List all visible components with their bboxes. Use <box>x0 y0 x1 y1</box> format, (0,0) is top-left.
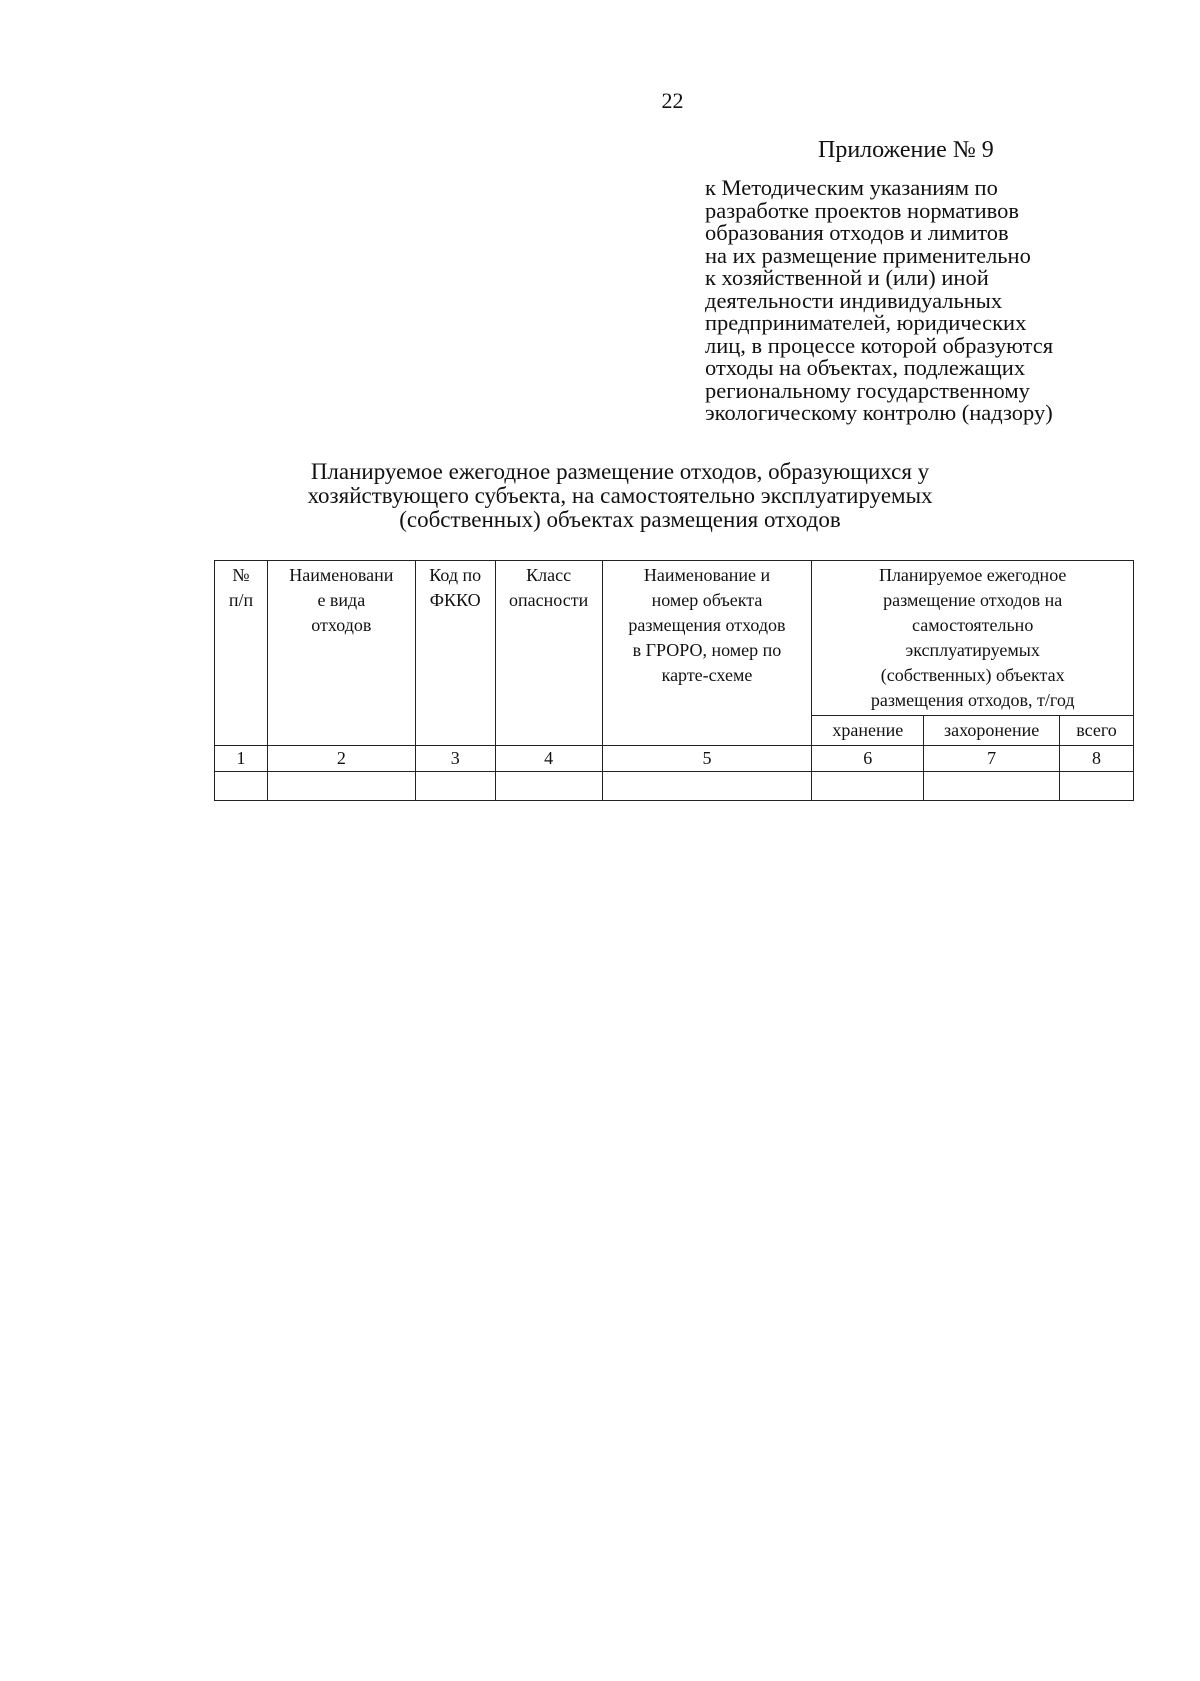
header-cell-total: всего <box>1060 716 1134 746</box>
header-line: Код по <box>429 565 482 585</box>
header-line: опасности <box>509 590 589 610</box>
appendix-reference-line: предпринимателей, юридических <box>705 310 1027 335</box>
header-line: размещения отходов <box>628 615 786 635</box>
column-number-row <box>215 746 1134 772</box>
header-line: карте-схеме <box>661 665 753 685</box>
header-line: номер объекта <box>651 590 763 610</box>
appendix-reference-line: отходы на объектах, подлежащих <box>705 355 1026 380</box>
header-line: ФККО <box>429 590 481 610</box>
header-line: № <box>232 565 250 585</box>
column-number-cell: 5 <box>602 746 812 772</box>
header-line: Класс <box>526 565 572 585</box>
header-line: самостоятельно <box>912 615 1034 635</box>
header-line: Наименовани <box>289 565 394 585</box>
document-title <box>230 460 1010 532</box>
document-title-line: хозяйствующего субъекта, на самостоятельно эксплуатируемых <box>307 483 933 508</box>
empty-cell <box>812 772 924 801</box>
column-number-cell: 1 <box>215 746 268 772</box>
header-line: (собственных) объектах <box>880 665 1065 685</box>
column-number-cell: 8 <box>1060 746 1134 772</box>
header-line: е вида <box>317 590 366 610</box>
empty-cell <box>924 772 1060 801</box>
document-title-line: (собственных) объектах размещения отходов <box>399 507 841 532</box>
appendix-reference-line: к Методическим указаниям по <box>705 175 998 200</box>
header-line: Наименование и <box>643 565 771 585</box>
column-number-cell: 3 <box>415 746 495 772</box>
appendix-reference-line: к хозяйственной и (или) иной <box>705 265 989 290</box>
header-cell-waste-name <box>267 561 415 746</box>
appendix-reference-line: деятельности индивидуальных <box>705 287 1003 313</box>
header-line: п/п <box>228 590 254 610</box>
appendix-reference-line: на их размещение применительно <box>705 242 1031 268</box>
header-line: Планируемое ежегодное <box>878 565 1067 585</box>
header-line: размещения отходов, т/год <box>870 690 1075 710</box>
table-header-row <box>215 561 1134 716</box>
appendix-reference-line: лиц, в процессе которой образуются <box>705 332 1054 358</box>
appendix-reference <box>705 177 1145 425</box>
appendix-reference-line: разработке проектов нормативов <box>705 197 1019 223</box>
header-cell-planned-placement <box>812 561 1134 716</box>
header-line: эксплуатируемых <box>905 640 1040 660</box>
empty-cell <box>215 772 268 801</box>
appendix-title: Приложение № 9 <box>818 137 994 163</box>
header-cell-fkko-code <box>415 561 495 746</box>
empty-cell <box>495 772 602 801</box>
document-title-line: Планируемое ежегодное размещение отходов, образующихся у <box>310 459 930 484</box>
empty-cell <box>267 772 415 801</box>
header-cell-hazard-class <box>495 561 602 746</box>
empty-cell <box>415 772 495 801</box>
column-number-cell: 7 <box>924 746 1060 772</box>
column-number-cell: 4 <box>495 746 602 772</box>
appendix-reference-line: региональному государственному <box>705 377 1030 403</box>
appendix-reference-line: экологическому контролю (надзору) <box>705 400 1053 425</box>
header-cell-storage: хранение <box>812 716 924 746</box>
header-line: в ГРОРО, номер по <box>632 640 782 660</box>
header-line: отходов <box>311 615 372 635</box>
header-cell-number <box>215 561 268 746</box>
appendix-reference-line: образования отходов и лимитов <box>705 220 1009 245</box>
header-line: размещение отходов на <box>883 590 1063 610</box>
waste-placement-table <box>214 560 1134 801</box>
header-cell-facility-name <box>602 561 812 746</box>
page-number: 22 <box>661 88 684 113</box>
header-cell-burial: захоронение <box>924 716 1060 746</box>
empty-cell <box>1060 772 1134 801</box>
table-row <box>215 772 1134 801</box>
empty-cell <box>602 772 812 801</box>
column-number-cell: 6 <box>812 746 924 772</box>
column-number-cell: 2 <box>267 746 415 772</box>
